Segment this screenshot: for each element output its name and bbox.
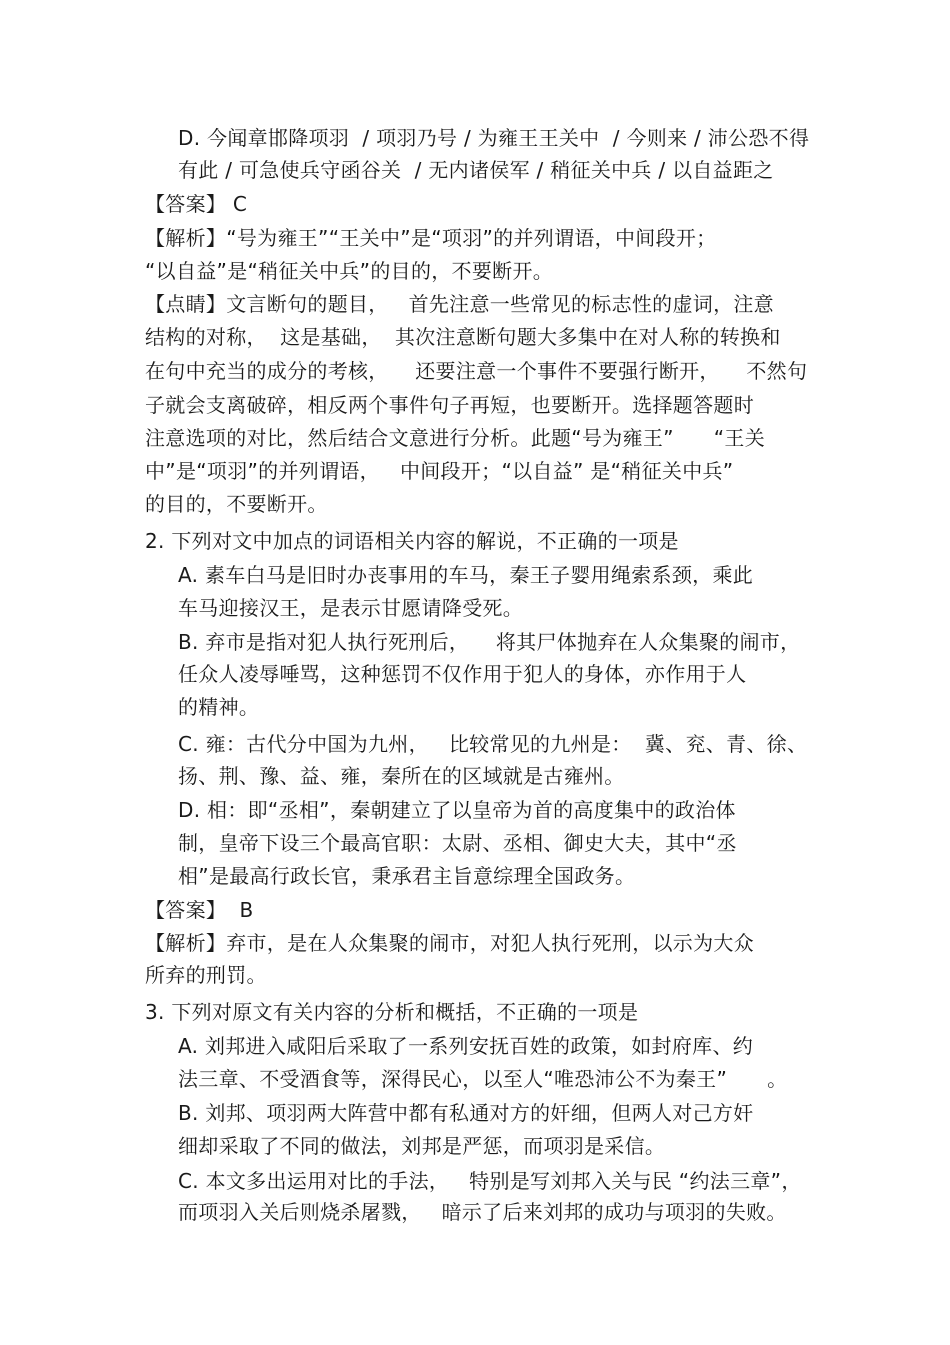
q2-option-a-line2: 车马迎接汉王，是表示甘愿请降受死。 — [178, 596, 524, 620]
q2-option-d-line2: 制，皇帝下设三个最高官职：太尉、丞相、御史大夫，其中“丞 — [178, 831, 737, 855]
q1-tip-line6: 中”是“项羽”的并列谓语， 中间段开；“以自益” 是“稍征关中兵” — [145, 459, 734, 483]
q1-tip-line5: 注意选项的对比，然后结合文意进行分析。此题“号为雍王” “王关 — [145, 426, 766, 450]
q2-analysis-line1: 【解析】弃市，是在人众集聚的闹市，对犯人执行死刑，以示为大众 — [145, 931, 754, 955]
q2-option-b-line2: 任众人凌辱唾骂，这种惩罚不仅作用于犯人的身体，亦作用于人 — [178, 662, 747, 686]
q1-tip-line3: 在句中充当的成分的考核， 还要注意一个事件不要强行断开， 不然句 — [145, 359, 808, 383]
q2-option-d-line1: D. 相：即“丞相”，秦朝建立了以皇帝为首的高度集中的政治体 — [178, 798, 736, 822]
q3-option-a-line1: A. 刘邦进入咸阳后采取了一系列安抚百姓的政策，如封府库、约 — [178, 1034, 754, 1058]
q3-option-c-line2: 而项羽入关后则烧杀屠戮， 暗示了后来刘邦的成功与项羽的失败。 — [178, 1200, 787, 1224]
q2-option-a-line1: A. 素车白马是旧时办丧事用的车马，秦王子婴用绳索系颈，乘此 — [178, 563, 754, 587]
q1-option-d-line2: 有此 / 可急使兵守函谷关 / 无内诸侯军 / 稍征关中兵 / 以自益距之 — [178, 158, 774, 182]
q3-option-b-line2: 细却采取了不同的做法，刘邦是严惩，而项羽是采信。 — [178, 1134, 666, 1158]
q2-option-c-line1: C. 雍：古代分中国为九州， 比较常见的九州是： 冀、兖、青、徐、 — [178, 732, 808, 756]
q1-tip-line7: 的目的，不要断开。 — [145, 492, 328, 516]
q3-option-b-line1: B. 刘邦、项羽两大阵营中都有私通对方的奸细，但两人对己方奸 — [178, 1101, 754, 1125]
q3-stem: 3. 下列对原文有关内容的分析和概括，不正确的一项是 — [145, 1000, 639, 1024]
q1-answer: 【答案】 C — [145, 192, 248, 216]
q1-analysis-line1: 【解析】“号为雍王”“王关中”是“项羽”的并列谓语，中间段开； — [145, 226, 717, 250]
q3-option-a-line2: 法三章、不受酒食等，深得民心，以至人“唯恐沛公不为秦王” 。 — [178, 1067, 788, 1091]
q2-stem: 2. 下列对文中加点的词语相关内容的解说，不正确的一项是 — [145, 529, 679, 553]
q1-tip-line1: 【点睛】文言断句的题目， 首先注意一些常见的标志性的虚词，注意 — [145, 292, 774, 316]
q2-option-b-line3: 的精神。 — [178, 695, 260, 719]
q2-answer: 【答案】 B — [145, 898, 254, 922]
q1-tip-line4: 子就会支离破碎，相反两个事件句子再短，也要断开。选择题答题时 — [145, 393, 754, 417]
q2-option-b-line1: B. 弃市是指对犯人执行死刑后， 将其尸体抛弃在人众集聚的闹市， — [178, 630, 801, 654]
q2-option-c-line2: 扬、荆、豫、益、雍，秦所在的区域就是古雍州。 — [178, 764, 625, 788]
q3-option-c-line1: C. 本文多出运用对比的手法， 特别是写刘邦入关与民 “约法三章”， — [178, 1169, 802, 1193]
q2-option-d-line3: 相”是最高行政长官，秉承君主旨意综理全国政务。 — [178, 864, 636, 888]
q2-analysis-line2: 所弃的刑罚。 — [145, 963, 267, 987]
q1-tip-line2: 结构的对称， 这是基础， 其次注意断句题大多集中在对人称的转换和 — [145, 325, 781, 349]
q1-analysis-line2: “以自益”是“稍征关中兵”的目的，不要断开。 — [145, 259, 554, 283]
q1-option-d-line1: D. 今闻章邯降项羽 / 项羽乃号 / 为雍王王关中 / 今则来 / 沛公恐不得 — [178, 126, 810, 150]
